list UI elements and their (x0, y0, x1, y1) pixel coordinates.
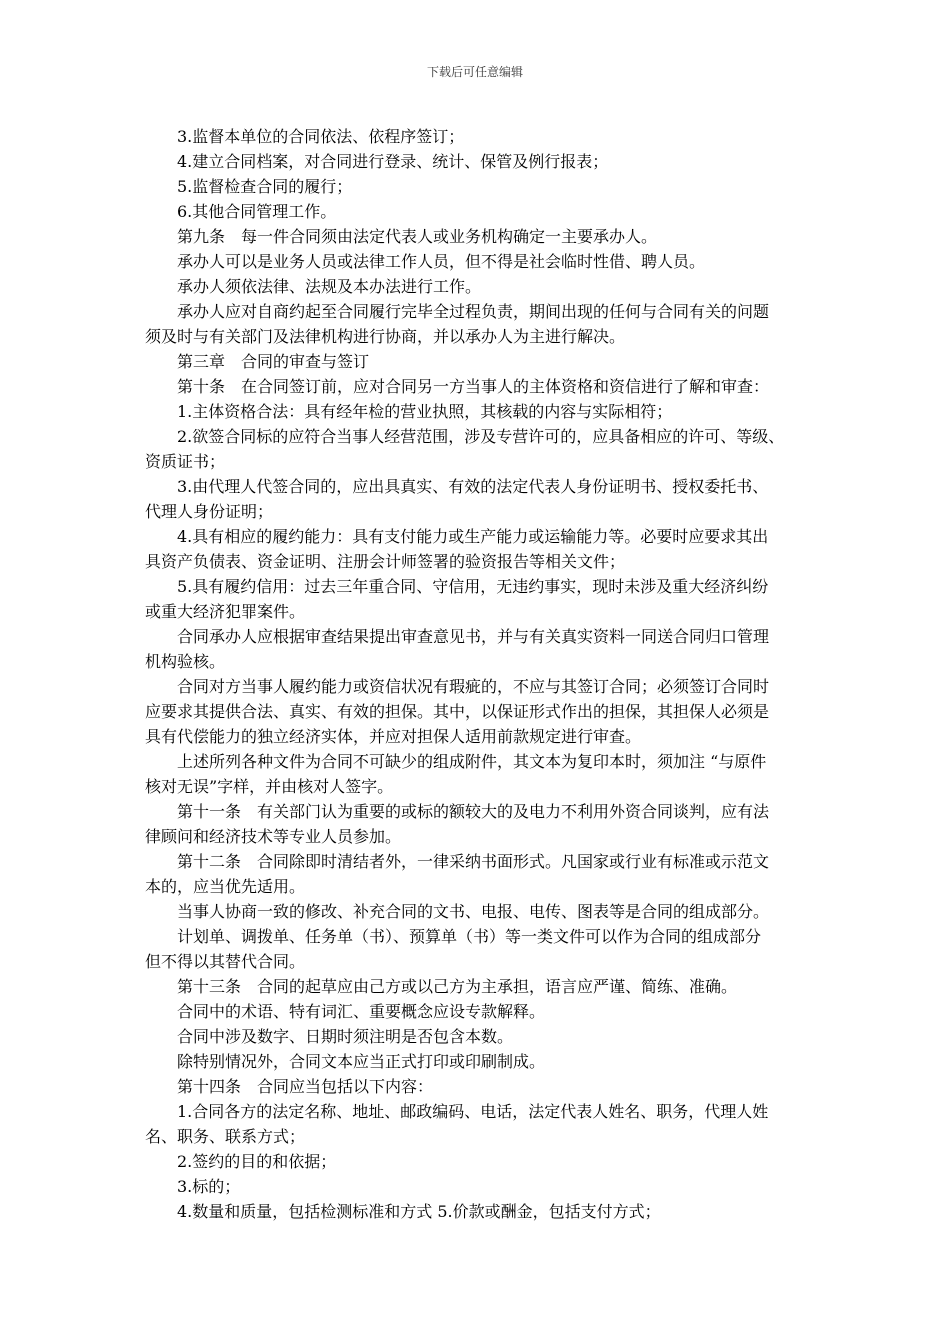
paragraph (145, 149, 813, 174)
paragraph-line: 除特别情况外，合同文本应当正式打印或印刷制成。 (177, 1052, 546, 1071)
paragraph (145, 1024, 813, 1049)
paragraph-line: 第九条 每一件合同须由法定代表人或业务机构确定一主要承办人。 (177, 227, 658, 246)
paragraph-line: 上述所列各种文件为合同不可缺少的组成附件，其文本为复印本时，须加注 “与原件 (177, 752, 767, 771)
paragraph-line: 合同对方当事人履约能力或资信状况有瑕疵的，不应与其签订合同；必须签订合同时 (177, 677, 770, 696)
paragraph (145, 674, 813, 749)
paragraph-line: 6.其他合同管理工作。 (177, 202, 337, 221)
paragraph (145, 399, 813, 424)
paragraph (145, 974, 813, 999)
paragraph (145, 1049, 813, 1074)
paragraph-line: 第三章 合同的审查与签订 (177, 352, 370, 371)
paragraph (145, 524, 813, 574)
paragraph-line: 但不得以其替代合同。 (145, 952, 306, 971)
paragraph-line: 合同承办人应根据审查结果提出审查意见书，并与有关真实资料一同送合同归口管理 (177, 627, 770, 646)
paragraph-line: 2.欲签合同标的应符合当事人经营范围，涉及专营许可的，应具备相应的许可、等级、 (177, 427, 785, 446)
paragraph-line: 1.合同各方的法定名称、地址、邮政编码、电话，法定代表人姓名、职务，代理人姓 (177, 1102, 769, 1121)
paragraph-line: 律顾问和经济技术等专业人员参加。 (145, 827, 402, 846)
paragraph-line: 4.具有相应的履约能力：具有支付能力或生产能力或运输能力等。必要时应要求其出 (177, 527, 769, 546)
paragraph-line: 核对无误”字样，并由核对人签字。 (145, 777, 394, 796)
paragraph (145, 624, 813, 674)
paragraph (145, 799, 813, 849)
paragraph (145, 1074, 813, 1099)
paragraph (145, 299, 813, 349)
paragraph-line: 3.监督本单位的合同依法、依程序签订； (177, 127, 465, 146)
paragraph (145, 899, 813, 924)
page-header: 下载后可任意编辑 (426, 65, 523, 79)
paragraph-line: 第十条 在合同签订前，应对合同另一方当事人的主体资格和资信进行了解和审查： (177, 377, 770, 396)
paragraph-line: 5.监督检查合同的履行； (177, 177, 353, 196)
paragraph (145, 1099, 813, 1149)
paragraph-line: 具有代偿能力的独立经济实体，并应对担保人适用前款规定进行审查。 (145, 727, 642, 746)
paragraph-line: 本的，应当优先适用。 (145, 877, 306, 896)
paragraph-line: 资质证书； (145, 452, 226, 471)
paragraph-line: 第十四条 合同应当包括以下内容： (177, 1077, 434, 1096)
paragraph (145, 274, 813, 299)
paragraph (145, 374, 813, 399)
paragraph-line: 或重大经济犯罪案件。 (145, 602, 306, 621)
paragraph-line: 第十三条 合同的起草应由己方或以己方为主承担，语言应严谨、简练、准确。 (177, 977, 738, 996)
paragraph-line: 具资产负债表、资金证明、注册会计师签署的验资报告等相关文件； (145, 552, 626, 571)
paragraph-line: 合同中的术语、特有词汇、重要概念应设专款解释。 (177, 1002, 546, 1021)
paragraph-line: 5.具有履约信用：过去三年重合同、守信用，无违约事实，现时未涉及重大经济纠纷 (177, 577, 769, 596)
paragraph (145, 199, 813, 224)
paragraph-line: 计划单、调拨单、任务单（书）、预算单（书）等一类文件可以作为合同的组成部分 (177, 927, 762, 946)
paragraph (145, 574, 813, 624)
paragraph (145, 174, 813, 199)
paragraph-line: 须及时与有关部门及法律机构进行协商，并以承办人为主进行解决。 (145, 327, 626, 346)
paragraph-line: 第十一条 有关部门认为重要的或标的额较大的及电力不利用外资合同谈判，应有法 (177, 802, 770, 821)
paragraph-line: 机构验核。 (145, 652, 226, 671)
paragraph (145, 849, 813, 899)
paragraph-line: 4.建立合同档案，对合同进行登录、统计、保管及例行报表； (177, 152, 609, 171)
paragraph-line: 名、职务、联系方式； (145, 1127, 306, 1146)
paragraph-line: 1.主体资格合法：具有经年检的营业执照，其核载的内容与实际相符； (177, 402, 673, 421)
paragraph-line: 3.标的； (177, 1177, 241, 1196)
paragraph (145, 224, 813, 249)
paragraph-line: 4.数量和质量，包括检测标准和方式 5.价款或酬金，包括支付方式； (177, 1202, 661, 1221)
paragraph (145, 1174, 813, 1199)
paragraph-line: 应要求其提供合法、真实、有效的担保。其中，以保证形式作出的担保，其担保人必须是 (145, 702, 770, 721)
paragraph (145, 999, 813, 1024)
paragraph-line: 3.由代理人代签合同的，应出具真实、有效的法定代表人身份证明书、授权委托书、 (177, 477, 769, 496)
paragraph-line: 第十二条 合同除即时清结者外，一律采纳书面形式。凡国家或行业有标准或示范文 (177, 852, 770, 871)
paragraph (145, 249, 813, 274)
paragraph (145, 749, 813, 799)
paragraph (145, 474, 813, 524)
paragraph-line: 2.签约的目的和依据； (177, 1152, 337, 1171)
paragraph (145, 924, 813, 974)
paragraph (145, 1149, 813, 1174)
paragraph-line: 承办人应对自商约起至合同履行完毕全过程负责，期间出现的任何与合同有关的问题 (177, 302, 770, 321)
paragraph (145, 349, 813, 374)
paragraph-line: 承办人须依法律、法规及本办法进行工作。 (177, 277, 482, 296)
document-body (145, 124, 813, 1224)
paragraph-line: 承办人可以是业务人员或法律工作人员，但不得是社会临时性借、聘人员。 (177, 252, 706, 271)
paragraph-line: 代理人身份证明； (145, 502, 274, 521)
paragraph-line: 合同中涉及数字、日期时须注明是否包含本数。 (177, 1027, 514, 1046)
paragraph (145, 1199, 813, 1224)
paragraph (145, 124, 813, 149)
paragraph-line: 当事人协商一致的修改、补充合同的文书、电报、电传、图表等是合同的组成部分。 (177, 902, 770, 921)
paragraph (145, 424, 813, 474)
